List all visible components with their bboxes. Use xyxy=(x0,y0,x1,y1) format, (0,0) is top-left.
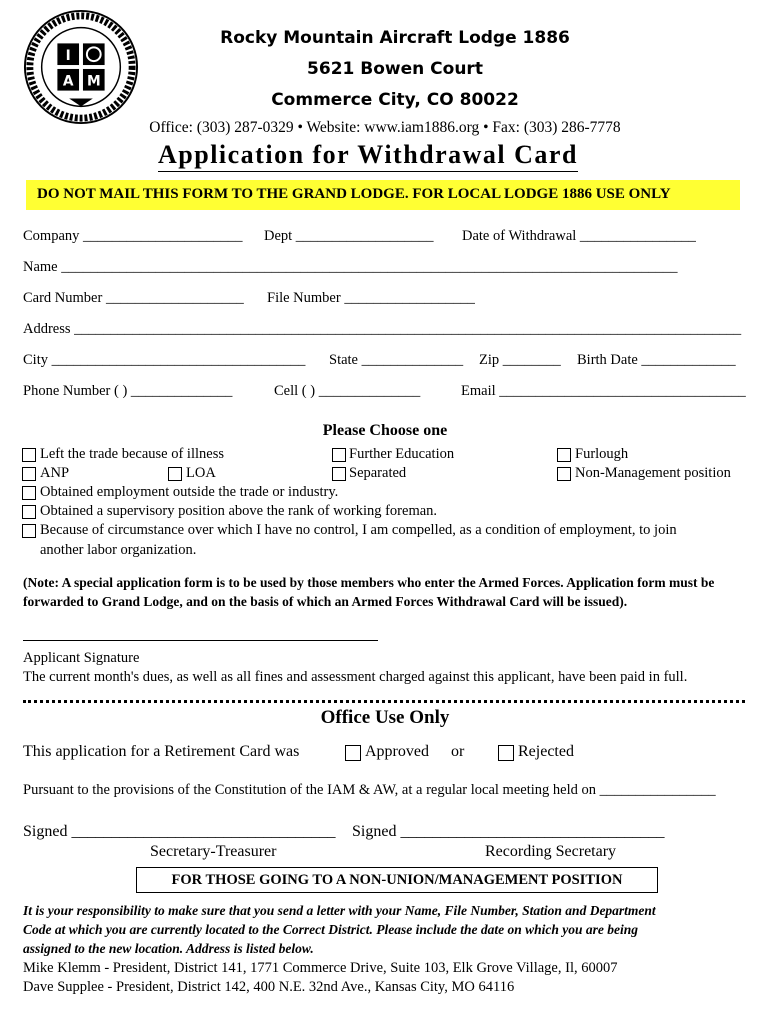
office-use-heading: Office Use Only xyxy=(320,707,450,728)
contact-line: Office: (303) 287-0329 • Website: www.iam1886.org • Fax: (303) 286-7778 xyxy=(149,119,621,136)
phone-field[interactable]: Phone Number ( ) ______________ xyxy=(23,383,233,399)
furlough-label: Furlough xyxy=(575,446,629,462)
outside-trade-label: Obtained employment outside the trade or industry. xyxy=(40,484,339,500)
zip-field[interactable]: Zip ________ xyxy=(479,352,561,368)
circumstance-label-line2: another labor organization. xyxy=(40,542,197,558)
separated-checkbox[interactable] xyxy=(332,467,346,481)
note-line2: forwarded to Grand Lodge, and on the basis of which an Armed Forces Withdrawal Card will be issued). xyxy=(23,594,628,609)
birth-date-field[interactable]: Birth Date _____________ xyxy=(577,352,736,368)
retirement-text: This application for a Retirement Card was xyxy=(23,743,300,760)
form-title: Application for Withdrawal Card xyxy=(158,139,578,172)
responsibility-line1: It is your responsibility to make sure that you send a letter with your Name, File Number, Station and Department xyxy=(23,903,656,918)
date-of-withdrawal-field[interactable]: Date of Withdrawal ________________ xyxy=(462,228,696,244)
anp-checkbox[interactable] xyxy=(22,467,36,481)
separated-label: Separated xyxy=(349,465,407,481)
recording-secretary-label: Recording Secretary xyxy=(485,843,617,860)
street-address: 5621 Bowen Court xyxy=(307,59,483,79)
card-number-field[interactable]: Card Number ___________________ xyxy=(23,290,244,306)
approved-checkbox[interactable] xyxy=(345,745,361,761)
non-management-label: Non-Management position xyxy=(575,465,731,481)
name-field[interactable]: Name _____________________________________________________________________________________ xyxy=(23,259,678,275)
svg-text:A: A xyxy=(62,73,74,90)
circumstance-label-line1: Because of circumstance over which I have no control, I am compelled, as a condition of employment, to join xyxy=(40,522,677,538)
responsibility-line3: assigned to the new location. Address is listed below. xyxy=(23,941,314,956)
district-142-address: Dave Supplee - President, District 142, 400 N.E. 32nd Ave., Kansas City, MO 64116 xyxy=(23,979,515,995)
supervisory-label: Obtained a supervisory position above the rank of working foreman. xyxy=(40,503,438,519)
pursuant-statement[interactable]: Pursuant to the provisions of the Constitution of the IAM & AW, at a regular local meeting held on ________________ xyxy=(23,782,716,798)
furlough-checkbox[interactable] xyxy=(557,448,571,462)
org-name: Rocky Mountain Aircraft Lodge 1886 xyxy=(220,28,570,48)
or-label: or xyxy=(451,743,465,760)
applicant-signature-label: Applicant Signature xyxy=(23,650,140,666)
loa-label: LOA xyxy=(186,465,216,481)
signed-secretary-field[interactable]: Signed _________________________________ xyxy=(23,823,336,840)
approved-label: Approved xyxy=(365,743,429,760)
city-address: Commerce City, CO 80022 xyxy=(271,90,519,110)
city-field[interactable]: City ___________________________________ xyxy=(23,352,306,368)
address-field[interactable]: Address ____________________________________________________________________________________________ xyxy=(23,321,742,337)
email-field[interactable]: Email __________________________________ xyxy=(461,383,746,399)
outside-trade-checkbox[interactable] xyxy=(22,486,36,500)
rejected-checkbox[interactable] xyxy=(498,745,514,761)
district-141-address: Mike Klemm - President, District 141, 1771 Commerce Drive, Suite 103, Elk Grove Village, Il, 60007 xyxy=(23,960,618,976)
illness-label: Left the trade because of illness xyxy=(40,446,224,462)
supervisory-checkbox[interactable] xyxy=(22,505,36,519)
file-number-field[interactable]: File Number __________________ xyxy=(267,290,475,306)
svg-text:M: M xyxy=(86,73,101,90)
secretary-treasurer-label: Secretary-Treasurer xyxy=(150,843,277,860)
state-field[interactable]: State ______________ xyxy=(329,352,464,368)
choose-heading: Please Choose one xyxy=(322,422,448,439)
dept-field[interactable]: Dept ___________________ xyxy=(264,228,434,244)
note-line1: (Note: A special application form is to be used by those members who enter the Armed Forces. Application form must be xyxy=(23,575,715,590)
responsibility-line2: Code at which you are currently located to the Correct District. Please include the date on which you are being xyxy=(23,922,638,937)
svg-text:I: I xyxy=(65,48,71,65)
further-education-checkbox[interactable] xyxy=(332,448,346,462)
warning-text: DO NOT MAIL THIS FORM TO THE GRAND LODGE. FOR LOCAL LODGE 1886 USE ONLY xyxy=(37,186,671,202)
non-management-checkbox[interactable] xyxy=(557,467,571,481)
signed-recording-field[interactable]: Signed _________________________________ xyxy=(352,823,665,840)
cell-field[interactable]: Cell ( ) ______________ xyxy=(274,383,421,399)
dues-statement: The current month's dues, as well as all fines and assessment charged against this applicant, have been paid in full. xyxy=(23,669,688,685)
iam-logo xyxy=(22,8,140,126)
loa-checkbox[interactable] xyxy=(168,467,182,481)
circumstance-checkbox[interactable] xyxy=(22,524,36,538)
company-field[interactable]: Company ______________________ xyxy=(23,228,243,244)
further-education-label: Further Education xyxy=(349,446,455,462)
illness-checkbox[interactable] xyxy=(22,448,36,462)
signature-line[interactable] xyxy=(23,640,378,641)
dotted-separator xyxy=(23,700,745,703)
anp-label: ANP xyxy=(40,465,70,481)
rejected-label: Rejected xyxy=(518,743,574,760)
non-union-heading-box: FOR THOSE GOING TO A NON-UNION/MANAGEMENT POSITION xyxy=(136,867,658,893)
